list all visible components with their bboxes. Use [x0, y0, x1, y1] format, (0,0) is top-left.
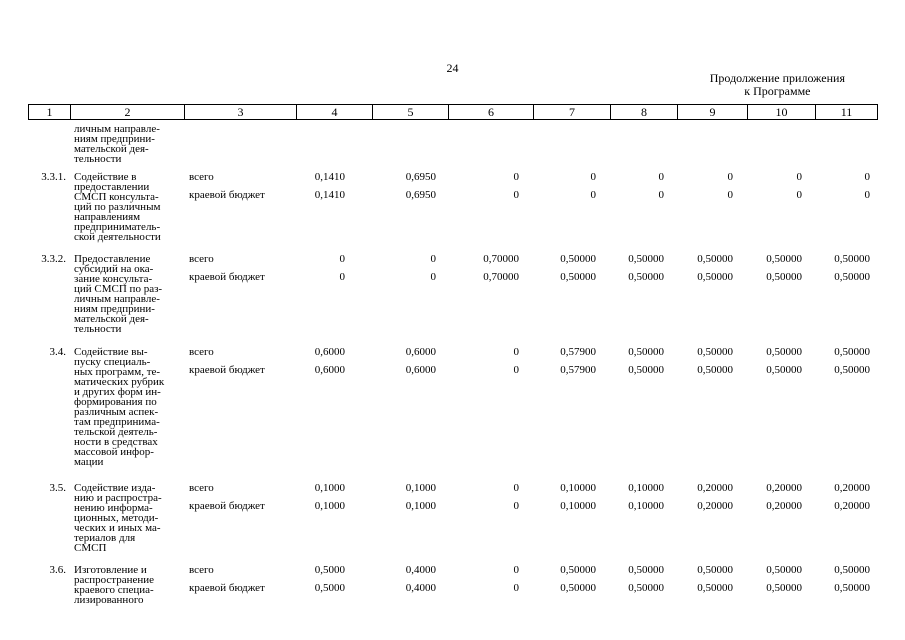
col-header-1: 1 — [29, 105, 71, 120]
col-header-11: 11 — [816, 105, 878, 120]
value-col-9: 0,20000 — [697, 500, 733, 512]
row-number: 3.6. — [49, 564, 66, 576]
row-number: 3.4. — [49, 346, 66, 358]
row-number: 3.3.2. — [41, 253, 66, 265]
value-col-11: 0,50000 — [834, 253, 870, 265]
desc-line: СМСП консульта- — [74, 191, 159, 203]
value-col-6: 0 — [513, 500, 519, 512]
desc-line: различным аспек- — [74, 406, 159, 418]
value-col-4: 0,1410 — [314, 189, 345, 201]
desc-line: массовой инфор- — [74, 446, 154, 458]
funding-label: всего — [189, 171, 214, 183]
desc-line: матических рубрик — [74, 376, 165, 388]
value-col-11: 0 — [864, 171, 870, 183]
row-description — [74, 347, 186, 467]
desc-line: личным направле- — [74, 123, 160, 135]
desc-line: ческих и иных ма- — [74, 522, 161, 534]
value-col-10: 0,50000 — [766, 346, 802, 358]
desc-line: Предоставление — [74, 253, 151, 265]
value-col-10: 0,20000 — [766, 482, 802, 494]
row-description — [74, 565, 186, 605]
value-col-6: 0 — [513, 171, 519, 183]
value-col-4: 0,6000 — [314, 364, 345, 376]
desc-line: лизированного — [74, 594, 144, 606]
funding-label: краевой бюджет — [189, 364, 265, 376]
value-col-9: 0,50000 — [697, 271, 733, 283]
value-col-5: 0,4000 — [405, 582, 436, 594]
value-col-7: 0 — [590, 171, 596, 183]
col-header-9: 9 — [678, 105, 748, 120]
desc-line: ций СМСП по раз- — [74, 283, 163, 295]
value-col-9: 0,50000 — [697, 564, 733, 576]
value-col-8: 0,50000 — [628, 253, 664, 265]
page-number: 24 — [446, 61, 459, 75]
desc-line: Содействие в — [74, 171, 137, 183]
value-col-7: 0,57900 — [560, 346, 596, 358]
row-description — [74, 483, 186, 553]
desc-line: СМСП — [74, 542, 107, 554]
desc-line: краевого специа- — [74, 584, 154, 596]
continuation-note — [710, 72, 845, 98]
value-col-9: 0 — [727, 171, 733, 183]
value-col-11: 0,50000 — [834, 564, 870, 576]
desc-line: направлениям — [74, 211, 141, 223]
value-col-6: 0 — [513, 482, 519, 494]
value-col-11: 0,50000 — [834, 582, 870, 594]
value-col-11: 0 — [864, 189, 870, 201]
value-col-9: 0,50000 — [697, 253, 733, 265]
value-col-7: 0,50000 — [560, 582, 596, 594]
value-col-5: 0,6000 — [405, 346, 436, 358]
value-col-8: 0,50000 — [628, 364, 664, 376]
desc-line: ской деятельности — [74, 231, 161, 243]
col-header-3: 3 — [185, 105, 297, 120]
value-col-4: 0 — [339, 271, 345, 283]
desc-line: Изготовление и — [74, 564, 147, 576]
value-col-4: 0,1000 — [314, 500, 345, 512]
value-col-5: 0,1000 — [405, 482, 436, 494]
col-header-10: 10 — [748, 105, 816, 120]
desc-line: ных программ, те- — [74, 366, 161, 378]
col-header-2: 2 — [71, 105, 185, 120]
value-col-4: 0,1000 — [314, 482, 345, 494]
desc-line: ционных, методи- — [74, 512, 159, 524]
value-col-7: 0,10000 — [560, 482, 596, 494]
col-header-4: 4 — [297, 105, 373, 120]
value-col-8: 0,50000 — [628, 346, 664, 358]
value-col-5: 0 — [430, 253, 436, 265]
value-col-4: 0,5000 — [314, 564, 345, 576]
value-col-11: 0,50000 — [834, 364, 870, 376]
value-col-9: 0,20000 — [697, 482, 733, 494]
desc-line: зание консульта- — [74, 273, 153, 285]
value-col-5: 0,6950 — [405, 171, 436, 183]
desc-line: ниям предприни- — [74, 303, 155, 315]
value-col-8: 0,10000 — [628, 482, 664, 494]
value-col-5: 0,6950 — [405, 189, 436, 201]
funding-label: краевой бюджет — [189, 189, 265, 201]
desc-line: мательской дея- — [74, 313, 149, 325]
funding-label: краевой бюджет — [189, 271, 265, 283]
desc-line: ности в средствах — [74, 436, 158, 448]
value-col-7: 0,10000 — [560, 500, 596, 512]
value-col-11: 0,20000 — [834, 500, 870, 512]
value-col-9: 0,50000 — [697, 582, 733, 594]
value-col-11: 0,20000 — [834, 482, 870, 494]
value-col-7: 0 — [590, 189, 596, 201]
col-header-6: 6 — [449, 105, 534, 120]
desc-line: ниям предприни- — [74, 133, 155, 145]
row-number: 3.3.1. — [41, 171, 66, 183]
value-col-10: 0,50000 — [766, 364, 802, 376]
desc-line: нению информа- — [74, 502, 153, 514]
value-col-10: 0,50000 — [766, 582, 802, 594]
value-col-4: 0,1410 — [314, 171, 345, 183]
value-col-4: 0,6000 — [314, 346, 345, 358]
desc-line: Содействие изда- — [74, 482, 156, 494]
value-col-7: 0,50000 — [560, 253, 596, 265]
row-number: 3.5. — [49, 482, 66, 494]
value-col-8: 0,50000 — [628, 582, 664, 594]
value-col-7: 0,57900 — [560, 364, 596, 376]
desc-line: личным направле- — [74, 293, 160, 305]
value-col-9: 0 — [727, 189, 733, 201]
continuation-line-1: Продолжение приложения — [709, 71, 845, 85]
value-col-10: 0,50000 — [766, 564, 802, 576]
desc-line: субсидий на ока- — [74, 263, 154, 275]
value-col-10: 0,20000 — [766, 500, 802, 512]
value-col-5: 0,6000 — [405, 364, 436, 376]
desc-line: и других форм ин- — [74, 386, 161, 398]
col-header-8: 8 — [611, 105, 678, 120]
value-col-8: 0,10000 — [628, 500, 664, 512]
value-col-4: 0,5000 — [314, 582, 345, 594]
value-col-8: 0 — [658, 171, 664, 183]
row-description — [74, 254, 186, 334]
desc-line: мации — [74, 456, 104, 468]
value-col-10: 0,50000 — [766, 271, 802, 283]
desc-line: мательской дея- — [74, 143, 149, 155]
funding-label: краевой бюджет — [189, 500, 265, 512]
funding-label: всего — [189, 482, 214, 494]
desc-line: Содействие вы- — [74, 346, 148, 358]
col-header-5: 5 — [373, 105, 449, 120]
desc-line: предприниматель- — [74, 221, 161, 233]
value-col-9: 0,50000 — [697, 346, 733, 358]
funding-label: краевой бюджет — [189, 582, 265, 594]
desc-line: тельности — [74, 323, 122, 335]
value-col-10: 0 — [796, 189, 802, 201]
desc-line: териалов для — [74, 532, 136, 544]
desc-line: нию и распростра- — [74, 492, 162, 504]
desc-line: пуску специаль- — [74, 356, 151, 368]
value-col-6: 0,70000 — [483, 253, 519, 265]
value-col-8: 0,50000 — [628, 564, 664, 576]
value-col-7: 0,50000 — [560, 271, 596, 283]
desc-line: тельности — [74, 153, 122, 165]
continuation-line-2: к Программе — [744, 84, 811, 98]
desc-line: там предпринима- — [74, 416, 160, 428]
desc-line: тельской деятель- — [74, 426, 158, 438]
desc-line: предоставлении — [74, 181, 150, 193]
value-col-6: 0 — [513, 582, 519, 594]
value-col-6: 0,70000 — [483, 271, 519, 283]
value-col-5: 0,1000 — [405, 500, 436, 512]
row-description — [74, 124, 186, 164]
value-col-11: 0,50000 — [834, 271, 870, 283]
desc-line: ций по различным — [74, 201, 161, 213]
value-col-10: 0 — [796, 171, 802, 183]
value-col-5: 0 — [430, 271, 436, 283]
value-col-9: 0,50000 — [697, 364, 733, 376]
row-description — [74, 172, 186, 242]
value-col-5: 0,4000 — [405, 564, 436, 576]
funding-label: всего — [189, 564, 214, 576]
value-col-6: 0 — [513, 189, 519, 201]
value-col-4: 0 — [339, 253, 345, 265]
desc-line: формирования по — [74, 396, 157, 408]
value-col-7: 0,50000 — [560, 564, 596, 576]
value-col-6: 0 — [513, 346, 519, 358]
column-number-header — [28, 104, 878, 120]
value-col-6: 0 — [513, 564, 519, 576]
funding-label: всего — [189, 253, 214, 265]
value-col-6: 0 — [513, 364, 519, 376]
value-col-8: 0 — [658, 189, 664, 201]
desc-line: распространение — [74, 574, 155, 586]
value-col-10: 0,50000 — [766, 253, 802, 265]
value-col-8: 0,50000 — [628, 271, 664, 283]
col-header-7: 7 — [534, 105, 611, 120]
funding-label: всего — [189, 346, 214, 358]
value-col-11: 0,50000 — [834, 346, 870, 358]
